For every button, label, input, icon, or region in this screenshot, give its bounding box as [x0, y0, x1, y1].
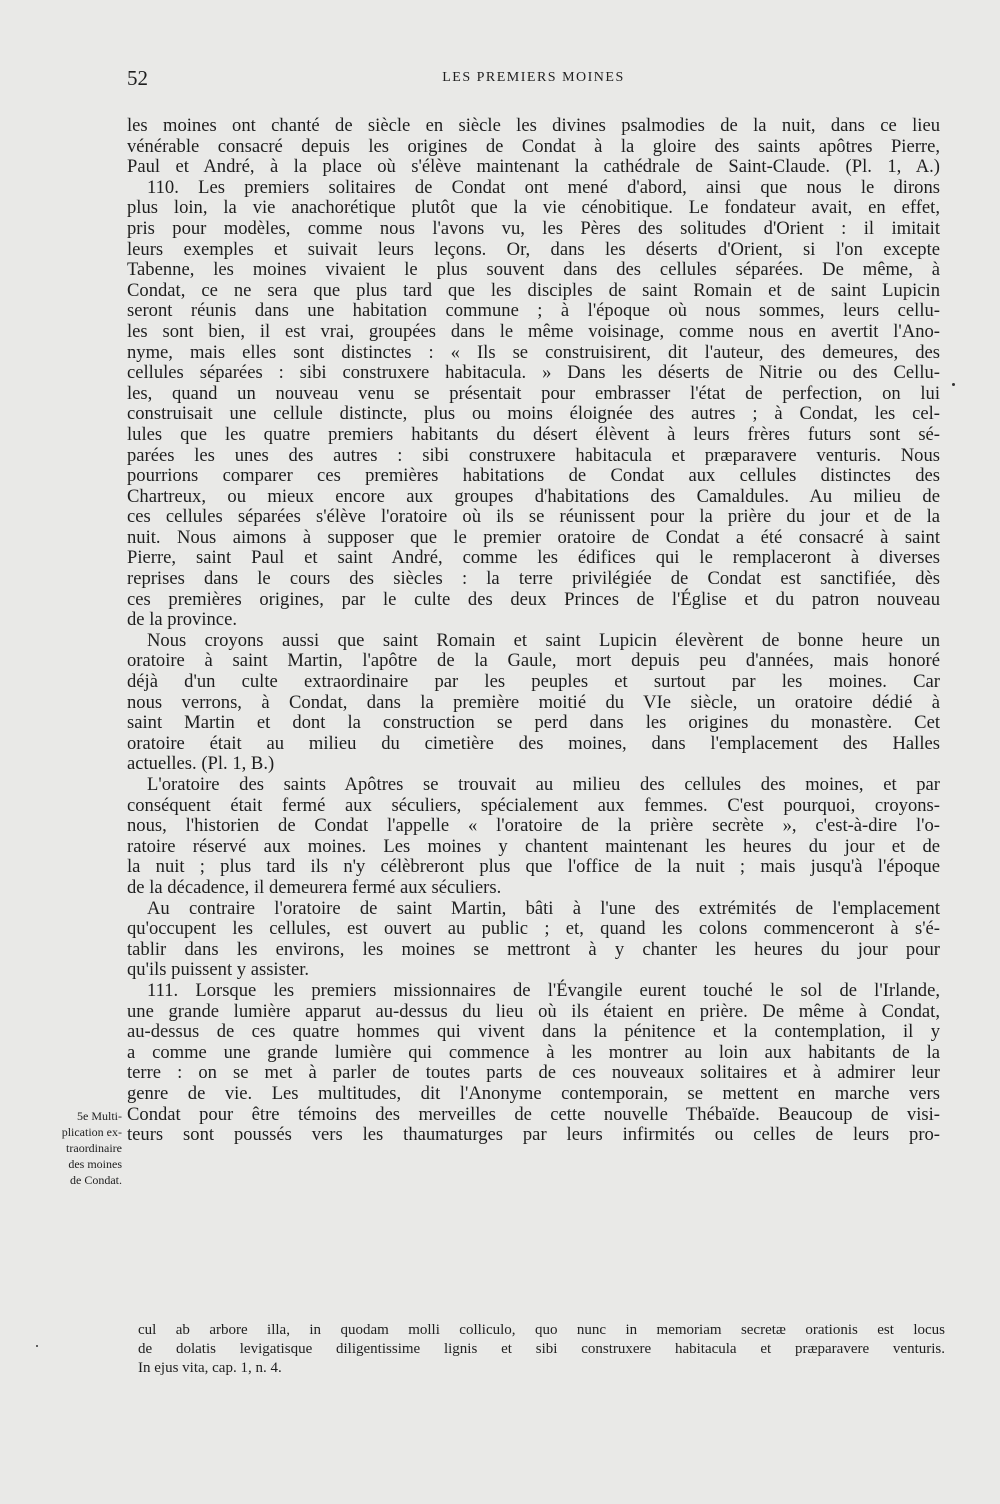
text-line: oratoire à saint Martin, l'apôtre de la Gaule, mort depuis peu d'années, mais honoré [127, 650, 940, 672]
text-line: Paul et André, à la place où s'élève maintenant la cathédrale de Saint-Claude. (Pl. 1, A.) [127, 156, 940, 178]
margin-note [50, 1108, 122, 1188]
text-line: oratoire était au milieu du cimetière des moines, dans l'emplacement des Halles [127, 732, 940, 754]
text-line: déjà d'un culte extraordinaire par les peuples et surtout par les moines. Car [127, 671, 940, 693]
text-line: lules que les quatre premiers habitants du désert élèvent à leurs frères futurs sont sé- [127, 423, 940, 445]
footnote [138, 1321, 945, 1378]
margin-note-line: 5e Multi- [77, 1109, 122, 1123]
text-line: tablir dans les environs, les moines se mettront à y chanter les heures du jour pour [127, 938, 940, 960]
text-line: ces cellules séparées s'élève l'oratoire où ils se réunissent pour la prière du jour et de la [127, 506, 940, 528]
text-line: reprises dans le cours des siècles : la terre privilégiée de Condat est sanctifiée, dès [127, 568, 940, 590]
ink-speck [36, 1345, 38, 1347]
text-line: au-dessus de ces quatre hommes qui vivent dans la pénitence et la contemplation, il y [127, 1021, 940, 1043]
margin-note-line: plication ex- [61, 1125, 122, 1139]
text-line: construisait une cellule distincte, plus ou moins éloignée des autres ; à Condat, les cel- [127, 403, 940, 425]
text-line: une grande lumière apparut au-dessus du lieu où ils étaient en prière. De même à Condat, [127, 1000, 940, 1022]
text-line: ratoire réservé aux moines. Les moines y chantent maintenant les heures du jour et de [127, 835, 940, 857]
text-line: Nous croyons aussi que saint Romain et saint Lupicin élevèrent de bonne heure un [147, 629, 940, 651]
text-line: genre de vie. Les multitudes, dit l'Anonyme contemporain, se mettent en marche vers [127, 1082, 940, 1104]
text-line: Condat pour être témoins des merveilles de cette nouvelle Thébaïde. Beaucoup de visi- [127, 1103, 940, 1125]
text-line: Condat, ce ne sera que plus tard que les disciples de saint Romain et de saint Lupicin [127, 279, 940, 301]
text-line: cellules séparées : sibi construxere habitacula. » Dans les déserts de Nitrie ou des Cellu- [127, 362, 940, 384]
footnote-line: cul ab arbore illa, in quodam molli colliculo, quo nunc in memoriam secretæ orationis est locus [138, 1322, 945, 1338]
margin-note-line: traordinaire [66, 1141, 122, 1155]
text-line: plus loin, la vie anachorétique plutôt que la vie cénobitique. Le fondateur avait, en effet, [127, 197, 940, 219]
text-line: les sont bien, il est vrai, groupées dans le même voisinage, comme nous en avertit l'Ano- [127, 320, 940, 342]
text-line: pourrions comparer ces premières habitations de Condat aux cellules distinctes des [127, 465, 940, 487]
text-line: actuelles. (Pl. 1, B.) [127, 753, 275, 775]
text-line: Au contraire l'oratoire de saint Martin, bâti à l'une des extrémités de l'emplacement [147, 897, 940, 919]
ink-speck [952, 383, 955, 386]
margin-note-line: de Condat. [70, 1173, 122, 1187]
text-line: pris pour modèles, comme nous l'avons vu, les Pères des solitudes d'Orient : il imitait [127, 217, 940, 239]
text-line: 110. Les premiers solitaires de Condat ont mené d'abord, ainsi que nous le dirons [147, 176, 940, 198]
text-line: nous, l'historien de Condat l'appelle « l'oratoire de la prière secrète », c'est-à-dire l'o- [127, 815, 940, 837]
page-header [127, 66, 940, 96]
text-line: les moines ont chanté de siècle en siècle les divines psalmodies de la nuit, dans ce lieu [127, 115, 940, 136]
margin-note-line: des moines [68, 1157, 122, 1171]
text-line: qu'occupent les cellules, est ouvert au public ; et, quand les colons commenceront à s'é- [127, 918, 940, 940]
footnote-line: de dolatis levigatisque diligentissime lignis et sibi construxere habitacula et præparavere venturis. [138, 1341, 945, 1357]
text-line: la nuit ; plus tard ils n'y célèbreront plus que l'office de la nuit ; mais jusqu'à l'époque [127, 856, 940, 878]
footnote-line: In ejus vita, cap. 1, n. 4. [138, 1360, 282, 1376]
text-line: qu'ils puissent y assister. [127, 959, 310, 981]
text-line: L'oratoire des saints Apôtres se trouvait au milieu des cellules des moines, et par [147, 774, 940, 795]
main-text [127, 116, 940, 1146]
text-line: Pierre, saint Paul et saint André, comme les édifices qui le remplaceront à diverses [127, 547, 940, 569]
text-line: vénérable consacré depuis les origines de Condat à la gloire des saints apôtres Pierre, [127, 135, 940, 157]
text-line: ces premières origines, par le culte des deux Princes de l'Église et du patron nouveau [127, 588, 940, 610]
text-line: de la décadence, il demeurera fermé aux séculiers. [127, 876, 502, 898]
text-line: nous verrons, à Condat, dans la première moitié du VIe siècle, un oratoire dédié à [127, 691, 940, 713]
text-line: 111. Lorsque les premiers missionnaires de l'Évangile eurent touché le sol de l'Irlande, [147, 979, 940, 1001]
text-line: terre : on se met à parler de toutes parts de ces nouveaux solitaires et à admirer leur [127, 1062, 940, 1084]
text-line: saint Martin et dont la construction se perd dans les origines du monastère. Cet [127, 712, 940, 734]
text-line: conséquent était fermé aux séculiers, spécialement aux femmes. C'est pourquoi, croyons- [127, 794, 940, 816]
text-line: Chartreux, ou mieux encore aux groupes d'habitations des Camaldules. Au milieu de [127, 485, 940, 507]
text-line: parées les unes des autres : sibi construxere habitacula et præparavere venturis. Nous [127, 444, 940, 466]
text-line: les, quand un nouveau venu se présentait pour embrasser l'état de perfection, on lui [127, 382, 940, 404]
text-line: a comme une grande lumière qui commence à les montrer au loin aux habitants de la [127, 1041, 940, 1063]
text-line: leurs exemples et suivait leurs leçons. Or, dans les déserts d'Orient, si l'on excepte [127, 238, 940, 260]
text-line: seront réunis dans une habitation commune ; à l'époque où nous sommes, leurs cellu- [127, 300, 940, 322]
running-title: LES PREMIERS MOINES [442, 70, 625, 85]
text-line: nuit. Nous aimons à supposer que le premier oratoire de Condat a été consacré à saint [127, 526, 940, 548]
text-line: teurs sont poussés vers les thaumaturges par leurs infirmités ou celles de leurs pro- [127, 1124, 940, 1146]
text-line: de la province. [127, 609, 237, 631]
text-line: Tabenne, les moines vivaient le plus souvent dans des cellules séparées. De même, à [127, 259, 940, 281]
page-number: 52 [127, 66, 148, 90]
text-line: nyme, mais elles sont distinctes : « Ils se construisirent, dit l'auteur, des demeures, des [127, 341, 940, 363]
